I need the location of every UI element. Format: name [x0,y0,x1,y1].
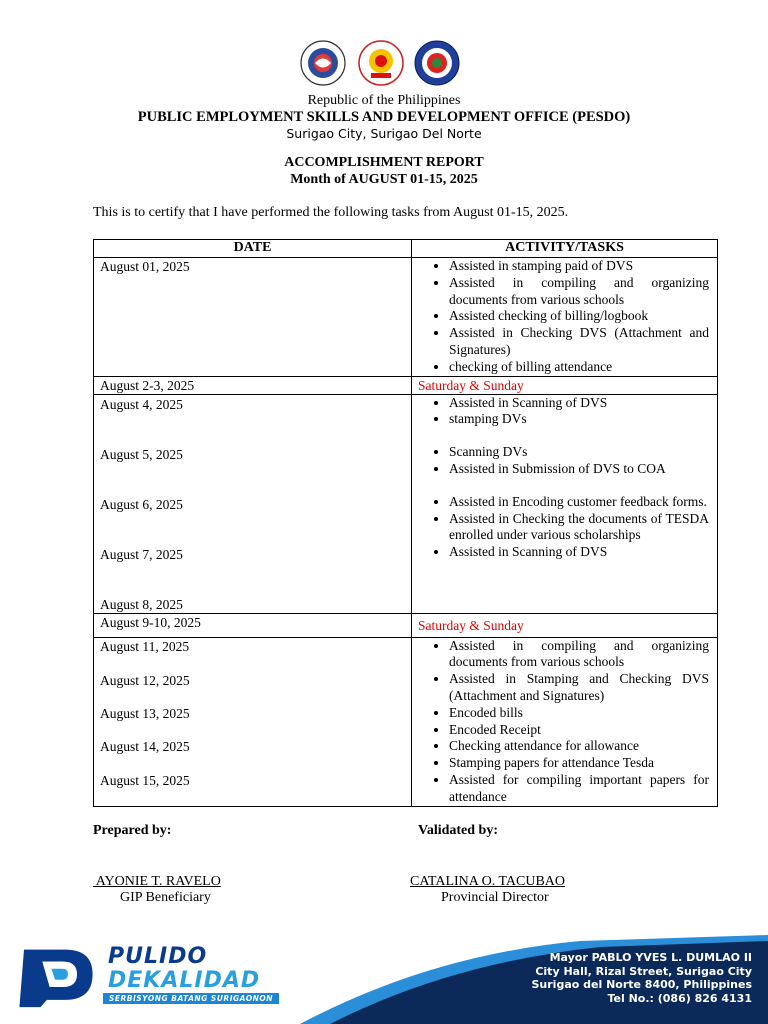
activity-cell [412,258,718,377]
task-item: • Encoded bills [449,705,709,722]
task-item: • Assisted checking of billing/logbook [449,308,709,325]
date-cell [94,376,412,394]
weekend-note: Saturday & Sunday [418,377,524,393]
date-text: August 01, 2025 [100,259,190,274]
mayor-name: Mayor PABLO YVES L. DUMLAO II [549,951,752,964]
date-text: August 13, 2025 [100,705,190,721]
brand-line1: PULIDO [108,944,208,969]
weekend-note: Saturday & Sunday [418,617,524,633]
task-item: • stamping DVs [449,411,709,428]
date-text: August 2-3, 2025 [100,377,195,393]
tasks-table [93,239,718,807]
task-item: • checking of billing attendance [449,359,709,376]
activity-cell [412,394,718,613]
task-item: • Assisted in Checking DVS (Attachment and Signatures) [449,325,709,359]
prepared-by-label: Prepared by: [93,823,172,838]
peso-seal-icon [414,40,460,86]
footer-address [532,951,753,1005]
date-text: August 12, 2025 [100,672,190,688]
activity-column-header: ACTIVITY/TASKS [412,240,718,258]
task-item: • Assisted in stamping paid of DVS [449,258,709,275]
table-row [94,637,718,806]
table-row [94,258,718,377]
validated-by-role: Provincial Director [441,890,549,905]
validated-by-label: Validated by: [418,823,499,838]
task-item: • Assisted in compiling and organizing documents from various schools [449,275,709,309]
date-cell [94,637,412,806]
office-name: PUBLIC EMPLOYMENT SKILLS AND DEVELOPMENT OFFICE (PESDO) [137,109,631,125]
date-text: August 11, 2025 [100,638,190,654]
prepared-by-role: GIP Beneficiary [120,890,211,905]
brand-line2: DEKALIDAD [108,968,261,993]
prepared-by-name: AYONIE T. RAVELO [93,874,221,889]
table-row [94,613,718,637]
date-text: August 4, 2025 [100,396,183,412]
date-text: August 14, 2025 [100,738,190,754]
task-item: • Assisted for compiling important papers for attendance [449,772,709,806]
report-month: Month of AUGUST 01-15, 2025 [290,172,478,187]
date-cell [94,258,412,377]
date-text: August 9-10, 2025 [100,614,201,630]
header-logos [300,40,462,90]
task-item: • Assisted in Encoding customer feedback forms. [449,494,709,511]
office-city: Surigao City, Surigao Del Norte [286,126,482,141]
report-title: ACCOMPLISHMENT REPORT [284,155,484,170]
task-item: • Assisted in Scanning of DVS [449,395,709,412]
task-item: • Assisted in Stamping and Checking DVS (Attachment and Signatures) [449,671,709,705]
brand-wordmark [108,945,260,993]
activity-cell [412,637,718,806]
address-line: Surigao del Norte 8400, Philippines [531,978,752,991]
task-item: • Checking attendance for allowance [449,738,709,755]
task-item: • Assisted in compiling and organizing documents from various schools [449,638,709,672]
activity-cell [412,613,718,637]
table-row [94,376,718,394]
address-line: City Hall, Rizal Street, Surigao City [535,964,752,978]
task-item: • Assisted in Scanning of DVS [449,544,709,561]
validated-by-name: CATALINA O. TACUBAO [410,874,566,889]
task-item: • Scanning DVs [449,444,709,461]
task-item: • Stamping papers for attendance Tesda [449,755,709,772]
task-item: • Assisted in Checking the documents of TESDA enrolled under various scholarships [449,511,709,545]
date-text: August 7, 2025 [100,546,183,562]
activity-cell [412,376,718,394]
task-item: • Encoded Receipt [449,722,709,739]
task-item: • Assisted in Submission of DVS to COA [449,461,709,478]
table-row [94,394,718,613]
republic-line: Republic of the Philippines [307,93,461,108]
date-text: August 15, 2025 [100,772,190,788]
certify-statement: This is to certify that I have performed the following tasks from August 01-15, 2025. [93,205,569,220]
date-cell [94,394,412,613]
city-seal-icon [300,40,346,86]
date-text: August 8, 2025 [100,596,183,612]
pesdo-seal-icon [358,40,404,86]
date-text: August 5, 2025 [100,446,183,462]
date-text: August 6, 2025 [100,496,183,512]
date-column-header: DATE [94,240,412,258]
brand-tagline: SERBISYONG BATANG SURIGAONON [103,993,279,1004]
pd-logo-icon [14,945,98,1009]
date-cell [94,613,412,637]
telephone-line: Tel No.: (086) 826 4131 [607,991,752,1005]
